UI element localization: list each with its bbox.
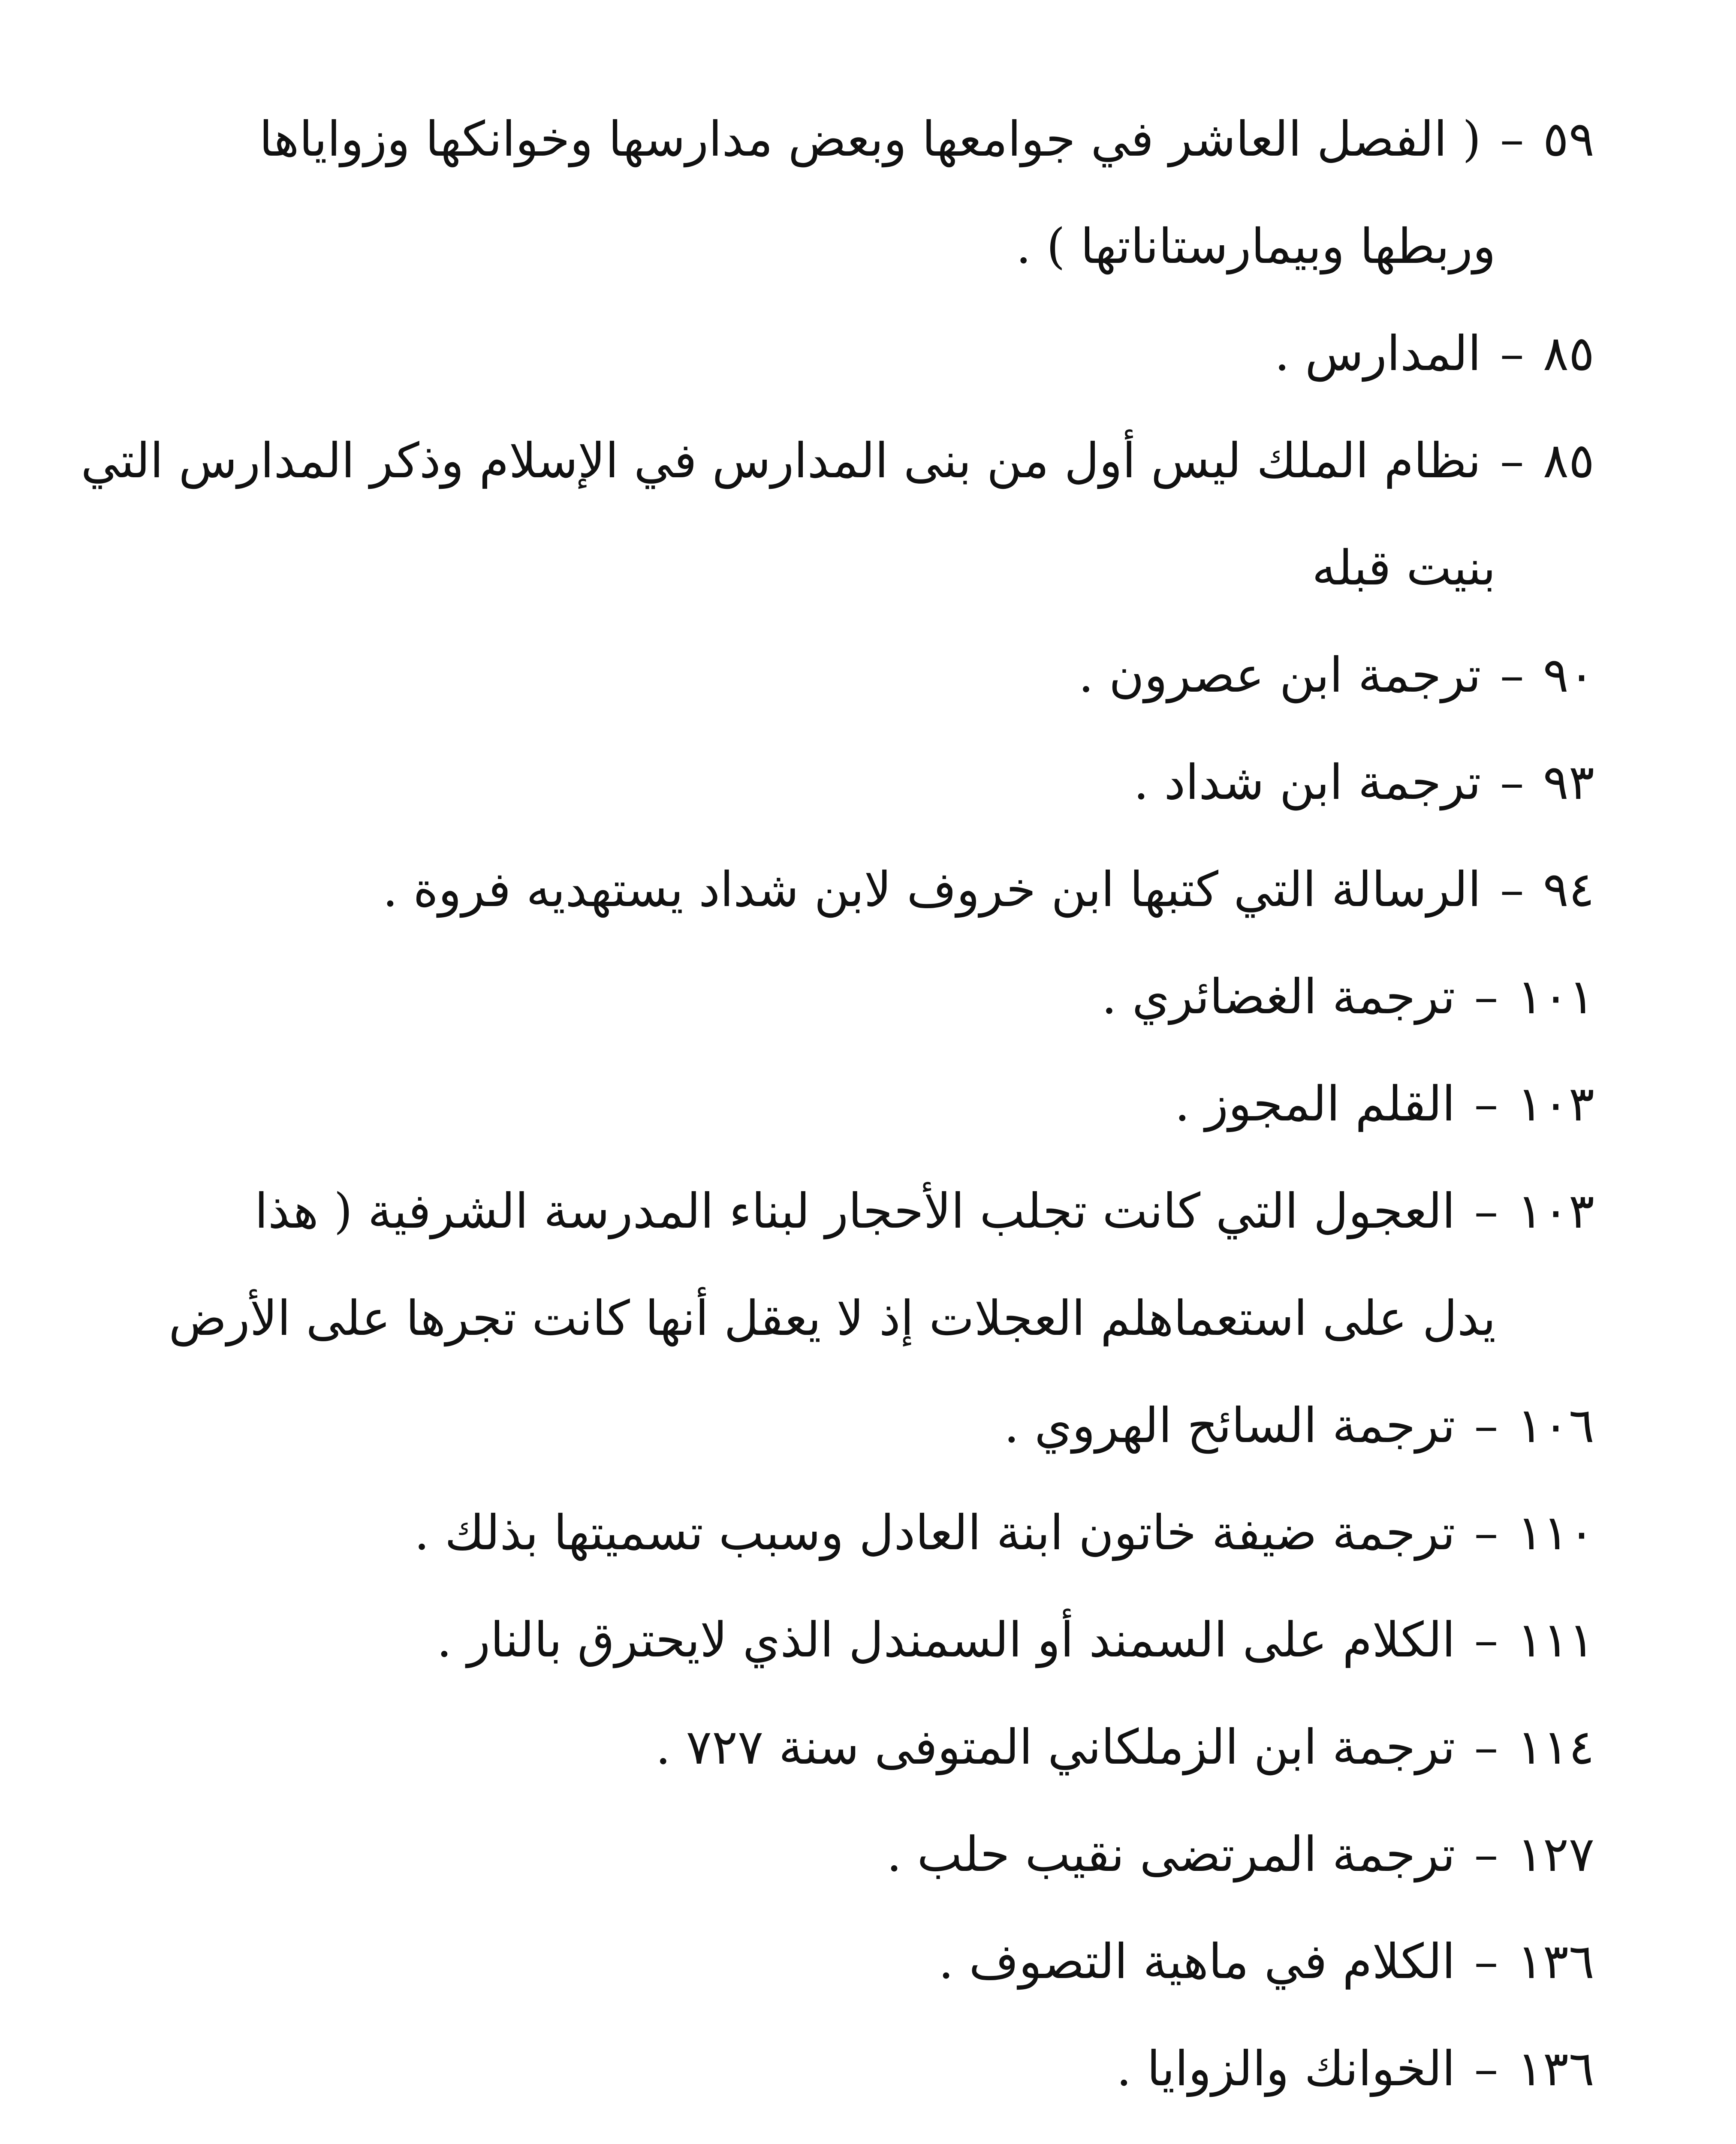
page-number: ٨٥	[1543, 433, 1594, 489]
page-number: ١٠٣	[1517, 1183, 1594, 1239]
entry-text: ترجمة ابن عصرون .	[1078, 647, 1481, 703]
entry-dash: –	[1500, 326, 1524, 382]
page-number: ١٣٦	[1517, 2041, 1594, 2097]
entry-dash: –	[1474, 1934, 1498, 1990]
entry-dash: –	[1500, 862, 1524, 918]
page-number: ٩٤	[1543, 862, 1594, 918]
entry-text: ترجمة السائح الهروي .	[1004, 1398, 1456, 1454]
page-number: ١١١	[1517, 1612, 1594, 1668]
entry-dash: –	[1474, 1076, 1498, 1132]
entry-text: الرسالة التي كتبها ابن خروف لابن شداد يستهديه فروة .	[383, 862, 1481, 918]
index-entry	[81, 407, 1594, 622]
entry-text: ترجمة الغضائري .	[1101, 969, 1456, 1025]
entry-text: ترجمة ابن الزملكاني المتوفى سنة ٧٢٧ .	[655, 1719, 1456, 1775]
entry-text: ترجمة ضيفة خاتون ابنة العادل وسبب تسميتها بذلك .	[414, 1505, 1456, 1561]
entry-text: العجول التي كانت تجلب الأحجار لبناء المدرسة الشرفية ( هذا	[254, 1183, 1456, 1239]
entry-dash: –	[1474, 1827, 1498, 1882]
page-number: ١٠٣	[1517, 1076, 1594, 1132]
page-number: ١٣٦	[1517, 1934, 1594, 1990]
entry-dash: –	[1474, 969, 1498, 1025]
entry-text: ( الفصل العاشر في جوامعها وبعض مدارسها وخوانكها وزواياها	[259, 111, 1481, 167]
entry-dash: –	[1500, 647, 1524, 703]
entry-text: ترجمة المرتضى نقيب حلب .	[886, 1827, 1456, 1882]
page-number: ٨٥	[1543, 326, 1594, 382]
entry-text: الخوانك والزوايا .	[1116, 2041, 1456, 2097]
index-entry	[93, 622, 1594, 729]
index-entry	[93, 86, 1594, 300]
index-entry	[93, 1158, 1594, 1372]
index-entry	[93, 943, 1594, 1051]
entry-dash: –	[1474, 1719, 1498, 1775]
index-entry	[93, 729, 1594, 836]
index-entry	[93, 300, 1594, 407]
entry-dash: –	[1500, 111, 1524, 167]
page-number	[1517, 2123, 1594, 2144]
index-entry	[93, 836, 1594, 943]
entry-dash: –	[1474, 1398, 1498, 1454]
page-number: ٩٠	[1543, 647, 1594, 703]
index-entry	[93, 2015, 1594, 2123]
entry-dash: –	[1500, 755, 1524, 810]
index-entry	[93, 1587, 1594, 1694]
index-entry	[93, 1908, 1594, 2015]
entry-dash: –	[1474, 1505, 1498, 1561]
entry-text: الكلام في ماهية التصوف .	[938, 1934, 1456, 1990]
entry-dash: –	[1474, 1612, 1498, 1668]
page-number: ١٠٦	[1517, 1398, 1594, 1454]
index-entry	[93, 1051, 1594, 1158]
entry-continuation: وربطها وبيمارستاناتها ) .	[1016, 219, 1496, 274]
entry-continuation: يدل على استعماهلم العجلات إذ لا يعقل أنها كانت تجرها على الأرض	[169, 1291, 1496, 1346]
index-entry	[93, 1479, 1594, 1587]
index-entry	[93, 1372, 1594, 1479]
entry-text: المدارس .	[1274, 326, 1481, 382]
page-number: ١٠١	[1517, 969, 1594, 1025]
entry-text: الكلام على السمند أو السمندل الذي لايحترق بالنار .	[437, 1612, 1456, 1668]
index-entry	[93, 1694, 1594, 1801]
page-number: ١٢٧	[1517, 1827, 1594, 1882]
entry-dash: –	[1474, 1183, 1498, 1239]
page-number: ١١٤	[1517, 1719, 1594, 1775]
entry-text: ترجمة ابن شداد .	[1133, 755, 1481, 810]
entry-text: القلم المجوز .	[1174, 1076, 1456, 1132]
index-entry	[93, 1801, 1594, 1908]
entry-continuation: بنيت قبله	[1312, 540, 1496, 596]
page-number: ١١٠	[1517, 1505, 1594, 1561]
entry-text: نظام الملك ليس أول من بنى المدارس في الإسلام وذكر المدارس التي	[81, 433, 1481, 489]
page-number: ٥٩	[1543, 111, 1594, 167]
index-entry	[93, 2123, 1594, 2144]
index-list	[81, 86, 1594, 2144]
entry-dash: –	[1500, 433, 1524, 489]
entry-dash	[1474, 2123, 1498, 2144]
page-number: ٩٣	[1543, 755, 1594, 810]
entry-dash: –	[1474, 2041, 1498, 2097]
